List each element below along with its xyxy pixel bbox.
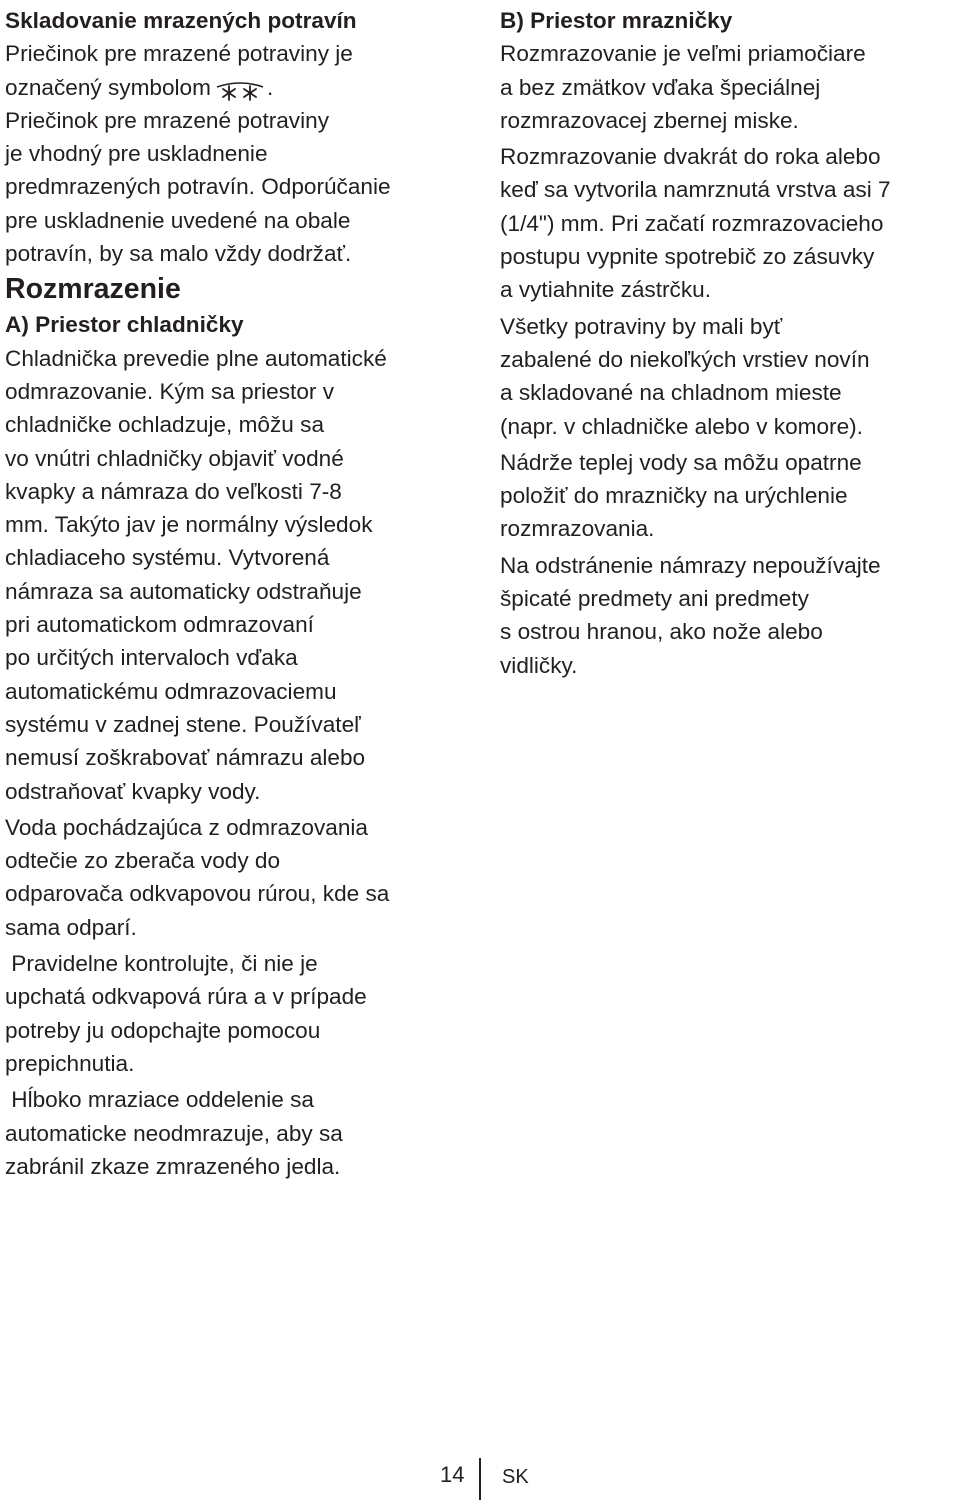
freezer-subheading: B) Priestor mrazničky <box>500 8 733 33</box>
fridge-paragraph-1: Chladnička prevedie plne automatické odmrazovanie. Kým sa priestor v chladničke ochladzuje, môžu sa vo vnútri chladničky objaviť vodné kvapky a námraza do veľkosti 7-8 mm. Takýto jav je normálny výsledok chladiaceho systému. Vytvorená námraza sa automaticky odstraňuje pri automatickom odmrazovaní po určitých intervaloch vďaka automatickému odmrazovaciemu systému v zadnej stene. Používateľ nemusí zoškrabovať námrazu alebo odstraňovať kvapky vody. <box>5 345 387 804</box>
freezer-paragraph-2: Rozmrazovanie dvakrát do roka alebo keď sa vytvorila namrznutá vrstva asi 7 (1/4") mm. Pri začatí rozmrazovacieho postupu vypnite spotrebič zo zásuvky a vytiahnite zástrčku. <box>500 144 891 303</box>
language-code: SK <box>502 1466 529 1488</box>
fridge-subheading: A) Priestor chladničky <box>5 312 244 338</box>
footer-divider <box>479 1458 481 1500</box>
page-number: 14 <box>440 1462 465 1487</box>
freezer-paragraph-4: Nádrže teplej vody sa môžu opatrne položiť do mrazničky na urýchlenie rozmrazovania. <box>500 449 862 542</box>
storage-intro: Priečinok pre mrazené potraviny je označený symbolom . <box>5 41 353 100</box>
fridge-paragraph-2: Voda pochádzajúca z odmrazovania odtečie zo zberača vody do odparovača odkvapovou rúrou, kde sa sama odparí. <box>5 814 390 940</box>
freezer-paragraph-1: Rozmrazovanie je veľmi priamočiare a bez zmätkov vďaka špeciálnej rozmrazovacej zbernej miske. <box>500 41 866 133</box>
storage-body: Priečinok pre mrazené potraviny je vhodný pre uskladnenie predmrazených potravín. Odporúčanie pre uskladnenie uvedené na obale potravín, by sa malo vždy dodržať. <box>5 107 391 267</box>
defrost-heading: Rozmrazenie <box>5 273 181 306</box>
fridge-paragraph-4: Hĺboko mraziace oddelenie sa automaticke neodmrazuje, aby sa zabránil zkaze zmrazeného jedla. <box>5 1087 343 1179</box>
storage-heading: Skladovanie mrazených potravín <box>5 8 357 33</box>
freezer-paragraph-3: Všetky potraviny by mali byť zabalené do niekoľkých vrstiev novín a skladované na chladnom mieste (napr. v chladničke alebo v komore). <box>500 313 870 439</box>
left-column <box>5 4 480 1183</box>
freezer-star-icon <box>213 81 267 101</box>
right-column <box>500 4 960 682</box>
fridge-paragraph-3: Pravidelne kontrolujte, či nie je upchatá odkvapová rúra a v prípade potreby ju odopchajte pomocou prepichnutia. <box>5 951 367 1076</box>
freezer-paragraph-5: Na odstránenie námrazy nepoužívajte špicaté predmety ani predmety s ostrou hranou, ako nože alebo vidličky. <box>500 552 881 678</box>
page-footer <box>0 1458 960 1502</box>
